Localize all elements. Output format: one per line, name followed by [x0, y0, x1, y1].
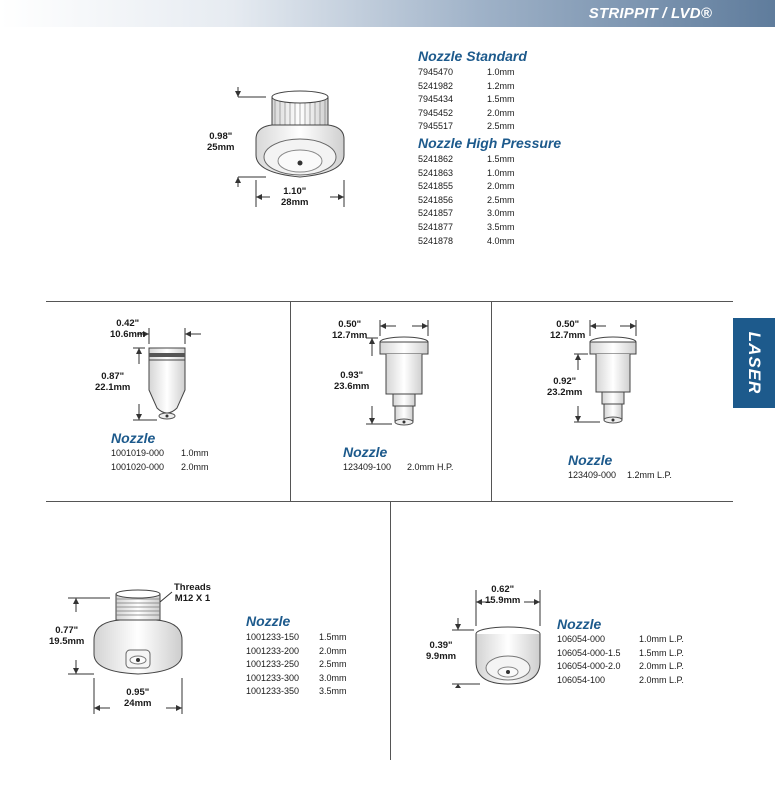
- nozzle-panel3-drawing: [572, 318, 662, 438]
- table-row: 1001233-200 2.0mm: [246, 645, 347, 656]
- table-row: 5241855 2.0mm: [418, 181, 515, 192]
- nozzle-high-pressure-title: Nozzle High Pressure: [418, 135, 562, 151]
- panel5-height-dimension: 0.39" 9.9mm: [426, 640, 457, 662]
- divider-col1: [290, 301, 291, 501]
- table-row: 123409-100 2.0mm H.P.: [343, 462, 454, 472]
- panel2-table: [343, 461, 453, 475]
- table-row: 106054-000-2.0 2.0mm L.P.: [557, 661, 684, 672]
- table-row: 1001233-350 3.5mm: [246, 686, 347, 697]
- panel5-width-dimension: 0.62" 15.9mm: [485, 584, 521, 606]
- table-row: 7945452 2.0mm: [418, 107, 515, 118]
- panel4-threads-label: Threads M12 X 1: [174, 582, 211, 604]
- table-row: 106054-000-1.5 1.5mm L.P.: [557, 647, 684, 658]
- table-row: 1001020-000 2.0mm: [111, 461, 209, 472]
- panel5-table: [557, 633, 684, 687]
- nozzle-standard-title: Nozzle Standard: [418, 48, 527, 64]
- panel1-width-dimension: 0.42" 10.6mm: [110, 318, 146, 340]
- table-row: 5241878 4.0mm: [418, 235, 515, 246]
- table-row: 5241862 1.5mm: [418, 154, 515, 164]
- panel4-width-dimension: 0.95" 24mm: [124, 687, 152, 709]
- panel4-table: [246, 631, 347, 699]
- nozzle-panel2-drawing: [360, 318, 450, 438]
- panel1-table: [111, 447, 209, 474]
- panel2-title: Nozzle: [343, 444, 388, 460]
- panel5-title: Nozzle: [557, 616, 602, 632]
- table-row: 7945517 2.5mm: [418, 121, 515, 132]
- laser-section-tab[interactable]: [733, 318, 775, 408]
- panel2-height-dimension: 0.93" 23.6mm: [334, 370, 370, 392]
- table-row: 7945434 1.5mm: [418, 94, 515, 105]
- table-row: 5241877 3.5mm: [418, 221, 515, 232]
- table-row: 5241857 3.0mm: [418, 208, 515, 219]
- panel3-width-dimension: 0.50" 12.7mm: [550, 319, 586, 341]
- top-height-dimension: 0.98" 25mm: [207, 131, 235, 153]
- nozzle-high-pressure-table: [418, 153, 515, 248]
- panel4-title: Nozzle: [246, 613, 291, 629]
- divider-col3: [390, 501, 391, 760]
- divider-col2: [491, 301, 492, 501]
- brand-title: STRIPPIT / LVD®: [588, 5, 712, 22]
- table-row: 5241856 2.5mm: [418, 194, 515, 205]
- nozzle-standard-table: [418, 66, 515, 134]
- top-width-dimension: 1.10" 28mm: [281, 186, 309, 208]
- table-row: 123409-000 1.2mm L.P.: [568, 470, 672, 480]
- header-banner: [0, 0, 775, 27]
- panel4-height-dimension: 0.77" 19.5mm: [49, 625, 85, 647]
- table-row: 106054-000 1.0mm L.P.: [557, 634, 684, 644]
- table-row: 106054-100 2.0mm L.P.: [557, 674, 684, 685]
- panel1-height-dimension: 0.87" 22.1mm: [95, 371, 131, 393]
- table-row: 1001233-150 1.5mm: [246, 632, 347, 642]
- panel3-table: [568, 469, 672, 483]
- divider-row1-top: [46, 301, 733, 302]
- table-row: 5241863 1.0mm: [418, 167, 515, 178]
- table-row: 1001233-250 2.5mm: [246, 659, 347, 670]
- panel1-title: Nozzle: [111, 430, 156, 446]
- laser-tab-label: LASER: [745, 331, 764, 395]
- panel2-width-dimension: 0.50" 12.7mm: [332, 319, 368, 341]
- nozzle-panel1-drawing: [135, 320, 215, 430]
- table-row: 5241982 1.2mm: [418, 80, 515, 91]
- panel3-title: Nozzle: [568, 452, 613, 468]
- table-row: 1001233-300 3.0mm: [246, 672, 347, 683]
- panel3-height-dimension: 0.92" 23.2mm: [547, 376, 583, 398]
- table-row: 7945470 1.0mm: [418, 67, 515, 77]
- table-row: 1001019-000 1.0mm: [111, 448, 209, 458]
